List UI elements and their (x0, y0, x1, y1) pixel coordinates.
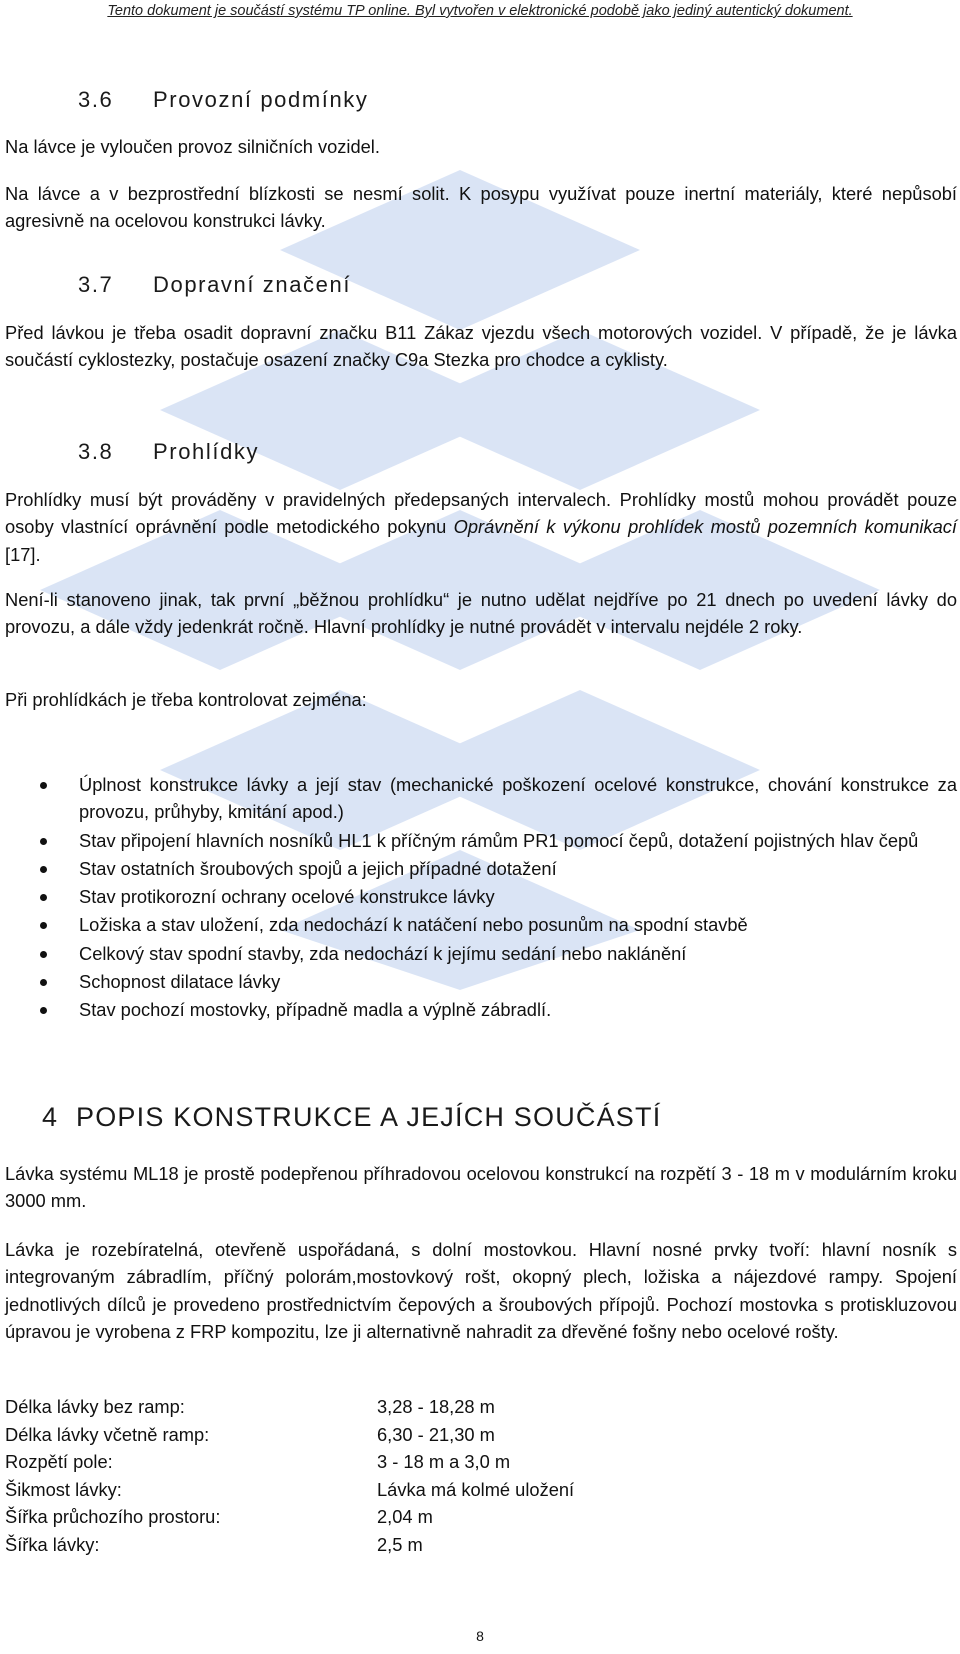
parameter-label: Délka lávky bez ramp: (5, 1396, 185, 1417)
paragraph: Není-li stanoveno jinak, tak první „běžnou prohlídku“ je nutno udělat nejdříve po 21 dnech po uvedení lávky do provozu, a dále vždy jedenkrát ročně. Hlavní prohlídky je nutné provádět v intervalu nejdéle 2 roky. (5, 589, 957, 638)
section-title: Prohlídky (153, 439, 260, 464)
chapter-number: 4 (42, 1102, 59, 1132)
parameters-table (5, 1393, 574, 1558)
section-3-6-heading (78, 86, 369, 114)
bullet-icon (40, 838, 47, 845)
paragraph: Při prohlídkách je třeba kontrolovat zejména: (5, 689, 367, 710)
table-row (5, 1421, 574, 1449)
list-item: Úplnost konstrukce lávky a její stav (mechanické poškození ocelové konstrukce, chování konstrukce za provozu, průhyby, kmitání apod.) (0, 771, 957, 826)
chapter-title: POPIS KONSTRUKCE A JEJÍCH SOUČÁSTÍ (76, 1102, 662, 1132)
parameter-label: Šířka lávky: (5, 1533, 100, 1555)
bullet-icon (40, 782, 47, 789)
paragraph: Lávka je rozebíratelná, otevřeně uspořádaná, s dolní mostovkou. Hlavní nosné prvky tvoří: hlavní nosník s integrovaným zábradlím, příčný polorám,mostovkový rošt, okopný plech, ložiska a nájezdové rampy. Spojení jednotlivých dílců je provedeno prostřednictvím čepových a šroubových přípojů. Pochozí mostovka s protiskluzovou úpravou je vyrobena z FRP kompozitu, lze ji alternativně nahradit za dřevěné fošny nebo ocelové rošty. (5, 1239, 957, 1342)
bullet-icon (40, 894, 47, 901)
paragraph (5, 486, 957, 568)
list-item: Stav protikorozní ochrany ocelové konstrukce lávky (0, 883, 957, 910)
bullet-icon (40, 1007, 47, 1014)
table-row (5, 1503, 574, 1531)
table-row (5, 1476, 574, 1504)
parameter-value: Lávka má kolmé uložení (377, 1478, 575, 1500)
page-number: 8 (476, 1628, 484, 1644)
authenticity-banner: Tento dokument je součástí systému TP online. Byl vytvořen v elektronické podobě jako jediný autentický dokument. (107, 3, 853, 19)
list-item: Ložiska a stav uložení, zda nedochází k natáčení nebo posunům na spodní stavbě (0, 911, 957, 938)
parameter-label: Rozpětí pole: (5, 1451, 113, 1472)
section-title: Dopravní značení (153, 272, 352, 297)
parameter-label: Délka lávky včetně ramp: (5, 1423, 210, 1445)
table-row (5, 1448, 574, 1476)
bullet-icon (40, 866, 47, 873)
table-row (5, 1531, 574, 1559)
bullet-icon (40, 951, 47, 958)
parameter-label: Šířka průchozího prostoru: (5, 1506, 221, 1527)
bullet-icon (40, 979, 47, 986)
parameter-value: 3,28 - 18,28 m (377, 1396, 495, 1417)
section-number: 3.8 (78, 439, 114, 464)
cited-document-title: Oprávnění k výkonu prohlídek mostů pozemních komunikací (453, 516, 957, 538)
list-item: Stav připojení hlavních nosníků HL1 k příčným rámům PR1 pomocí čepů, dotažení pojistných hlav čepů (0, 827, 957, 854)
parameter-value: 3 - 18 m a 3,0 m (377, 1451, 511, 1472)
citation: [17]. (5, 543, 41, 565)
section-3-7-heading (78, 271, 351, 299)
paragraph: Před lávkou je třeba osadit dopravní značku B11 Zákaz vjezdu všech motorových vozidel. V případě, že je lávka součástí cyklostezky, postačuje osazení značky C9a Stezka pro chodce a cyklisty. (5, 322, 957, 371)
text-run: Prohlídky musí být prováděny v pravidelných předepsaných intervalech. Prohlídky mostů mohou provádět pouze osoby vlastnící oprávnění podle metodického pokynu (5, 489, 957, 538)
list-item: Stav ostatních šroubových spojů a jejich případné dotažení (0, 855, 957, 882)
inspection-checklist (0, 771, 960, 1025)
section-3-8-heading (78, 438, 259, 466)
section-number: 3.6 (78, 87, 114, 112)
list-item: Celkový stav spodní stavby, zda nedochází k jejímu sedání nebo naklánění (0, 940, 957, 967)
parameter-label: Šikmost lávky: (5, 1478, 122, 1500)
chapter-4-heading (42, 1101, 661, 1133)
paragraph: Lávka systému ML18 je prostě podepřenou příhradovou ocelovou konstrukcí na rozpětí 3 - 18 m v modulárním kroku 3000 mm. (5, 1163, 957, 1212)
section-number: 3.7 (78, 272, 114, 297)
list-item: Schopnost dilatace lávky (0, 968, 957, 995)
section-title: Provozní podmínky (153, 87, 369, 112)
parameter-value: 2,5 m (377, 1533, 423, 1555)
list-item: Stav pochozí mostovky, případně madla a výplně zábradlí. (0, 996, 957, 1023)
paragraph: Na lávce a v bezprostřední blízkosti se nesmí solit. K posypu využívat pouze inertní materiály, které nepůsobí agresivně na ocelovou konstrukci lávky. (5, 183, 957, 232)
table-row (5, 1393, 574, 1421)
paragraph: Na lávce je vyloučen provoz silničních vozidel. (5, 136, 380, 157)
parameter-value: 6,30 - 21,30 m (377, 1423, 495, 1445)
parameter-value: 2,04 m (377, 1506, 433, 1527)
bullet-icon (40, 922, 47, 929)
